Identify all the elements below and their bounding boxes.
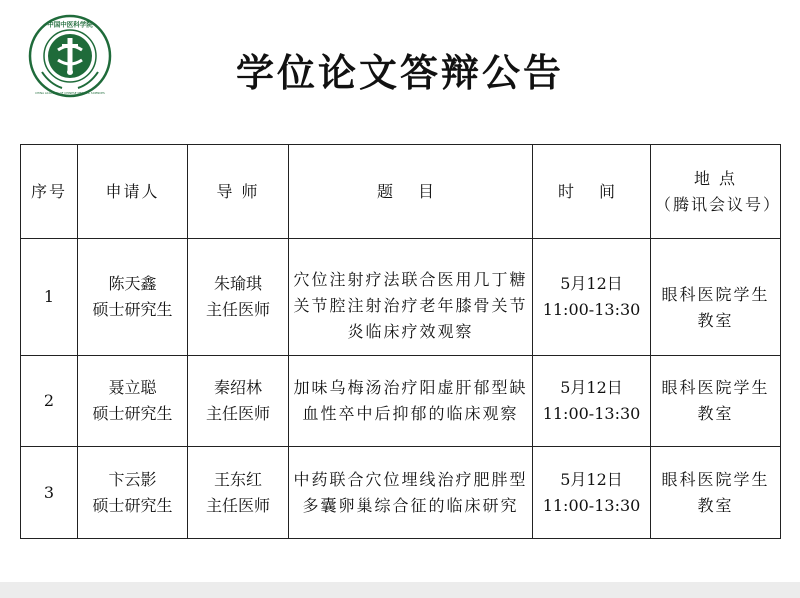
row-location: 眼科医院学生教室	[651, 356, 781, 447]
row-topic: 中药联合穴位埋线治疗肥胖型多囊卵巢综合征的临床研究	[289, 447, 533, 539]
page-title: 学位论文答辩公告	[235, 51, 564, 95]
row-advisor	[188, 356, 289, 447]
row-applicant	[78, 447, 188, 539]
table-row	[21, 356, 781, 447]
row-advisor	[188, 239, 289, 356]
advisor-title: 主任医师	[205, 300, 270, 319]
header-meeting-id-label: （腾讯会议号）	[655, 194, 782, 214]
table-row	[21, 447, 781, 539]
header-applicant: 申请人	[78, 145, 188, 239]
applicant-degree: 硕士研究生	[92, 495, 173, 515]
advisor-name: 王东红	[213, 469, 262, 489]
defense-hours: 11:00-13:30	[542, 300, 641, 319]
advisor-title: 主任医师	[205, 495, 270, 515]
table-row	[21, 239, 781, 356]
header-topic: 题 目	[289, 145, 533, 239]
page-bottom-margin	[0, 582, 800, 598]
row-applicant	[78, 239, 188, 356]
header-advisor: 导 师	[188, 145, 289, 239]
row-applicant	[78, 356, 188, 447]
row-location: 眼科医院学生教室	[651, 447, 781, 539]
header-index: 序号	[21, 145, 78, 239]
row-index: 1	[21, 239, 78, 356]
applicant-name: 聂立聪	[108, 378, 157, 397]
row-advisor	[188, 447, 289, 539]
applicant-degree: 硕士研究生	[92, 300, 173, 319]
advisor-name: 朱瑜琪	[213, 274, 262, 293]
row-index: 3	[21, 447, 78, 539]
row-time	[533, 356, 651, 447]
applicant-name: 陈天鑫	[108, 274, 157, 293]
row-index: 2	[21, 356, 78, 447]
table-header-row	[21, 145, 781, 239]
applicant-degree: 硕士研究生	[92, 404, 173, 423]
row-topic: 穴位注射疗法联合医用几丁糖关节腔注射治疗老年膝骨关节炎临床疗效观察	[289, 239, 533, 356]
advisor-title: 主任医师	[205, 404, 270, 423]
logo-chinese-text: 中国中医科学院	[47, 20, 93, 29]
header-time: 时 间	[533, 145, 651, 239]
defense-date: 5月12日	[560, 469, 623, 489]
defense-date: 5月12日	[560, 378, 623, 397]
row-time	[533, 239, 651, 356]
defense-schedule-table	[20, 144, 781, 539]
logo-english-text: CHINA ACADEMY OF CHINESE MEDICAL SCIENCES	[35, 91, 105, 95]
applicant-name: 卞云影	[108, 469, 157, 489]
row-time	[533, 447, 651, 539]
defense-hours: 11:00-13:30	[542, 495, 641, 515]
row-location: 眼科医院学生教室	[651, 239, 781, 356]
defense-hours: 11:00-13:30	[542, 404, 641, 423]
header-location	[651, 145, 781, 239]
defense-date: 5月12日	[560, 274, 623, 293]
advisor-name: 秦绍林	[213, 378, 262, 397]
header-location-label: 地 点	[693, 168, 738, 188]
row-topic: 加味乌梅汤治疗阳虚肝郁型缺血性卒中后抑郁的临床观察	[289, 356, 533, 447]
